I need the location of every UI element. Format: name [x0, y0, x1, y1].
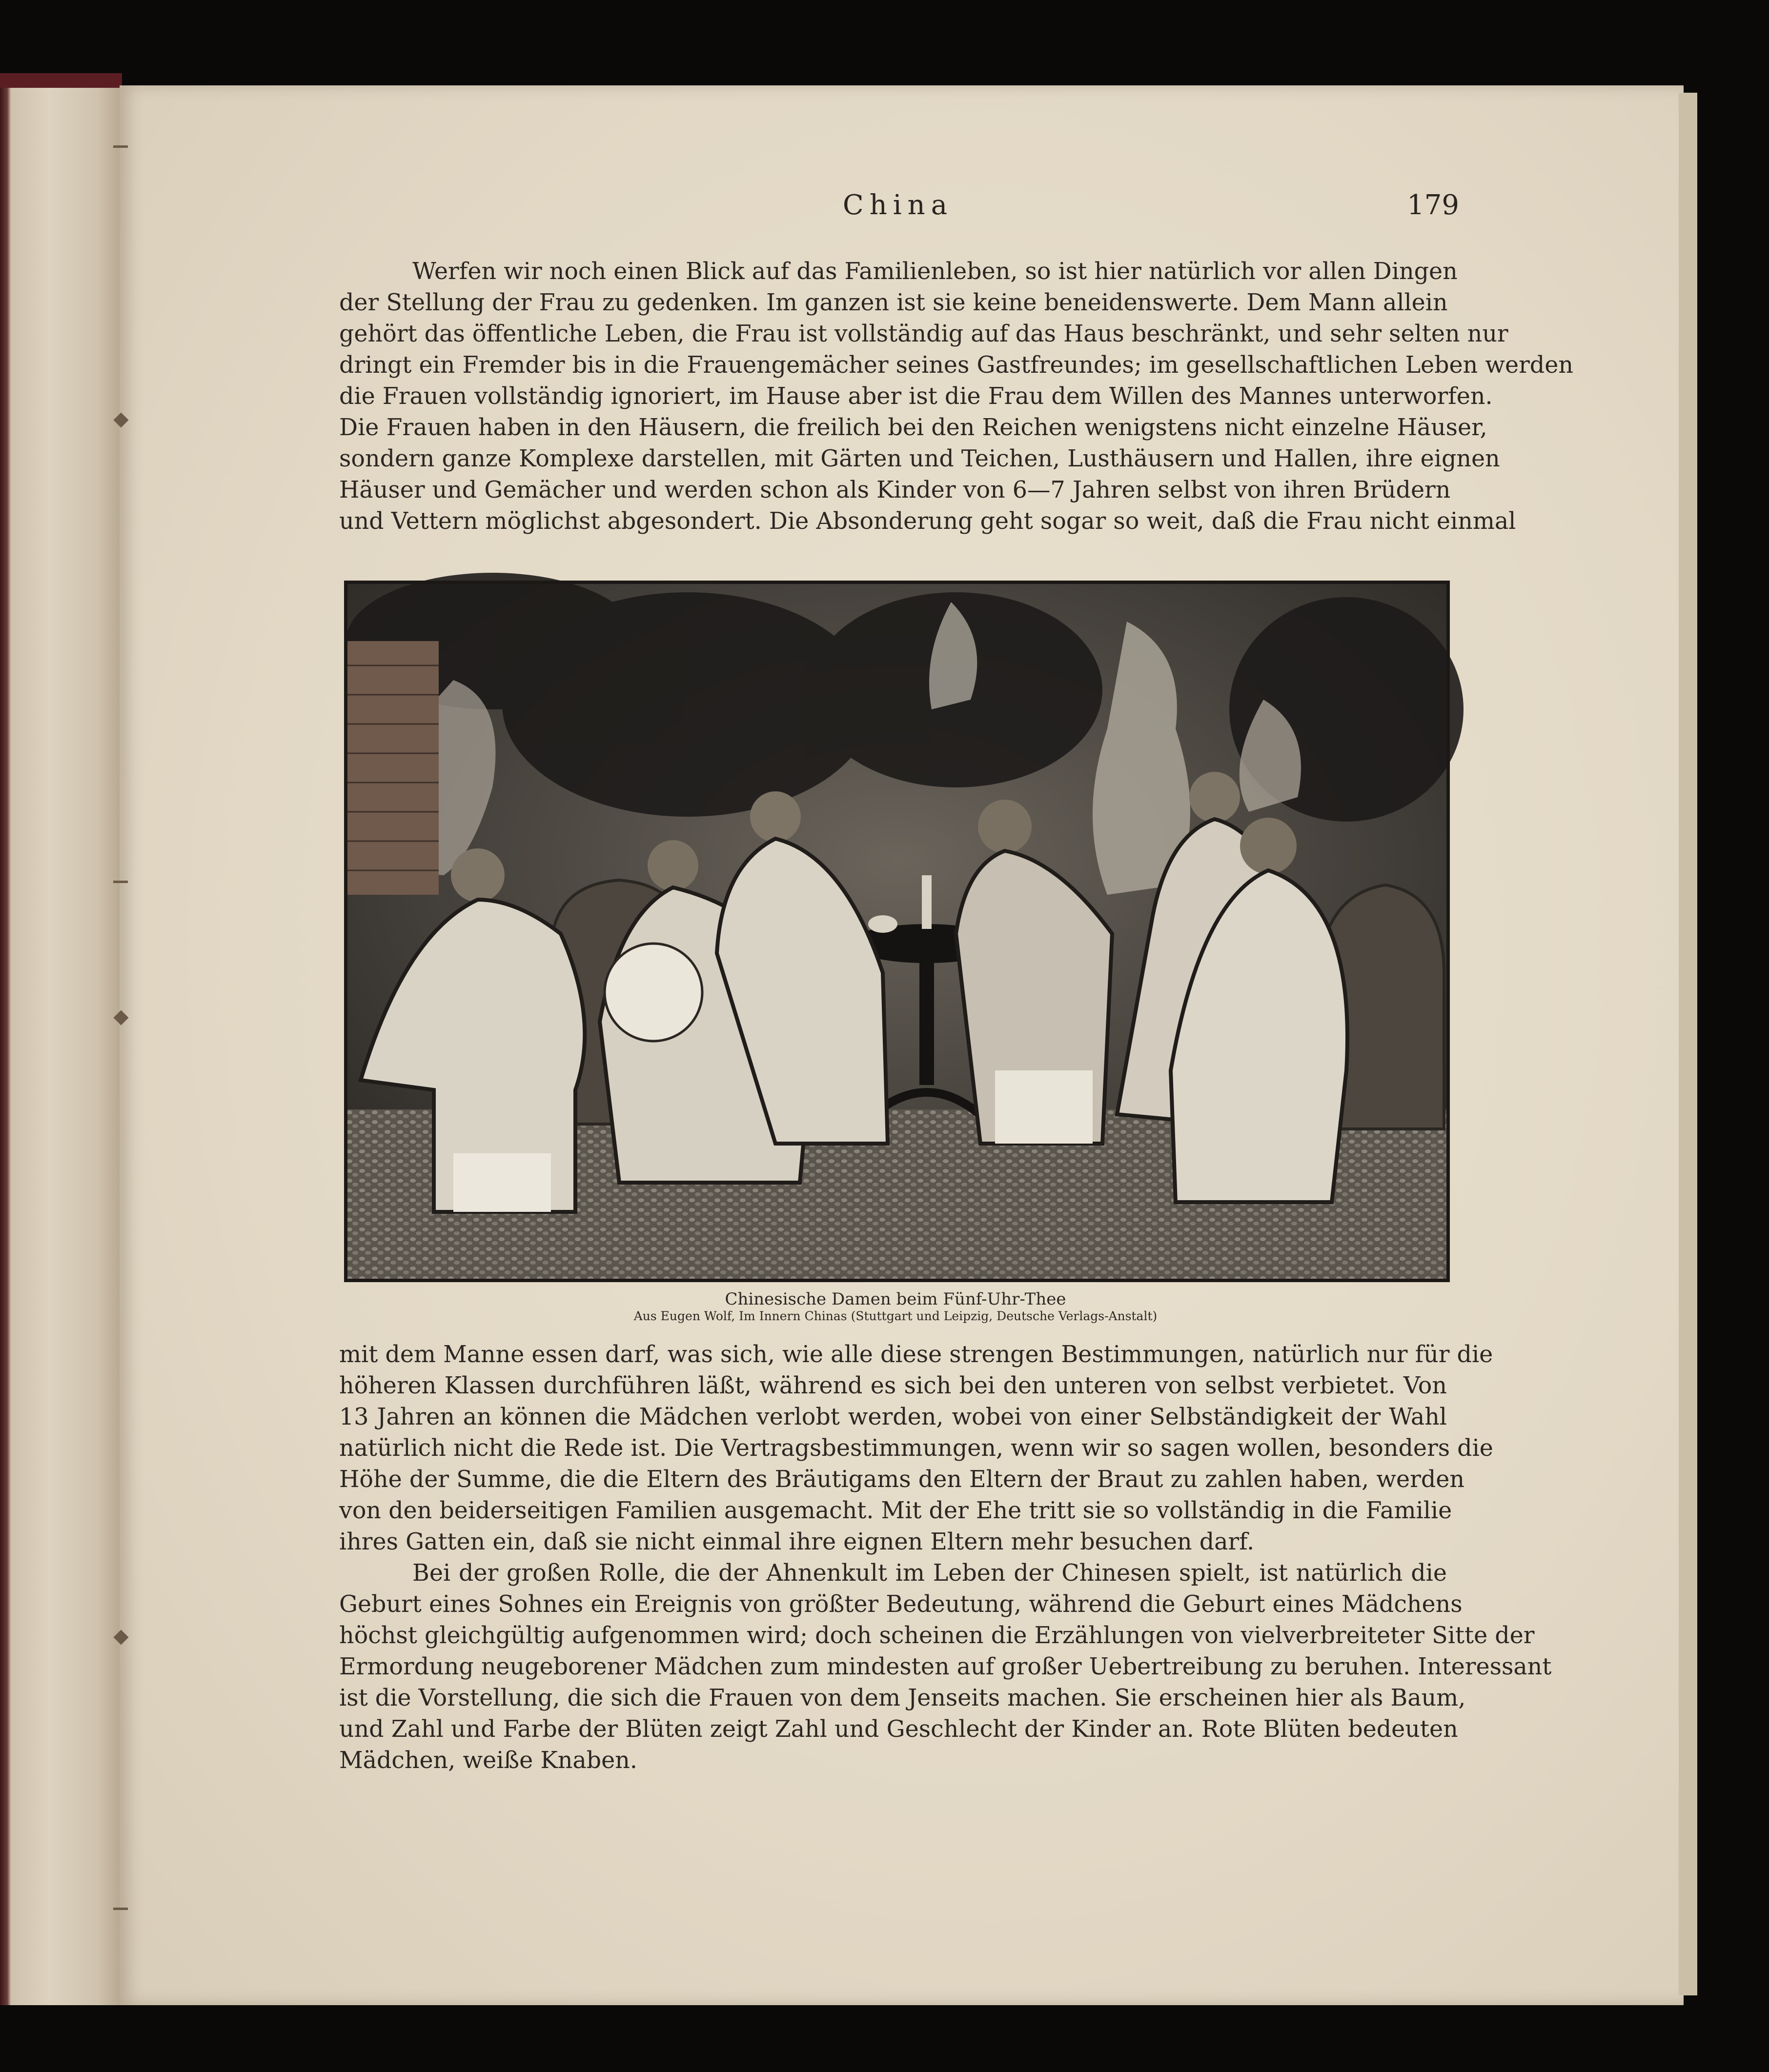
text-line: höchst gleichgültig aufgenommen wird; doch scheinen die Erzählungen von vielverbreiteter Sitte der — [339, 1622, 1535, 1649]
page-number: 179 — [1407, 189, 1459, 221]
text-line: Mädchen, weiße Knaben. — [339, 1747, 637, 1774]
text-line: 13 Jahren an können die Mädchen verlobt werden, wobei von einer Selbständigkeit der Wahl — [339, 1404, 1447, 1430]
text-line: der Stellung der Frau zu gedenken. Im ganzen ist sie keine beneidenswerte. Dem Mann allein — [339, 289, 1448, 316]
photograph-chinese-ladies — [344, 581, 1450, 1282]
text-line: und Vettern möglichst abgesondert. Die Absonderung geht sogar so weit, daß die Frau nicht einmal — [339, 508, 1516, 535]
text-line: Bei der großen Rolle, die der Ahnenkult im Leben der Chinesen spielt, ist natürlich die — [412, 1560, 1447, 1587]
text-line: Ermordung neugeborener Mädchen zum mindesten auf großer Uebertreibung zu beruhen. Interessant — [339, 1653, 1552, 1680]
text-line: mit dem Manne essen darf, was sich, wie alle diese strengen Bestimmungen, natürlich nur für die — [339, 1341, 1493, 1368]
figure-credit: Aus Eugen Wolf, Im Innern Chinas (Stuttgart und Leipzig, Deutsche Verlags-Anstalt) — [633, 1309, 1158, 1323]
figure-caption: Chinesische Damen beim Fünf-Uhr-Thee — [725, 1289, 1066, 1309]
text-line: und Zahl und Farbe der Blüten zeigt Zahl und Geschlecht der Kinder an. Rote Blüten bedeuten — [339, 1716, 1458, 1743]
text-line: Höhe der Summe, die die Eltern des Bräutigams den Eltern der Braut zu zahlen haben, werden — [339, 1466, 1464, 1493]
book-spine — [0, 88, 122, 2005]
text-line: dringt ein Fremder bis in die Frauengemächer seines Gastfreundes; im gesellschaftlichen Leben werden — [339, 352, 1573, 379]
text-line: Häuser und Gemächer und werden schon als Kinder von 6—7 Jahren selbst von ihren Brüdern — [339, 477, 1451, 503]
text-line: die Frauen vollständig ignoriert, im Hause aber ist die Frau dem Willen des Mannes unterworfen. — [339, 383, 1493, 410]
text-line: natürlich nicht die Rede ist. Die Vertragsbestimmungen, wenn wir so sagen wollen, besonders die — [339, 1435, 1493, 1462]
text-line: gehört das öffentliche Leben, die Frau ist vollständig auf das Haus beschränkt, und sehr selten nur — [339, 321, 1508, 347]
margin-tick — [113, 1908, 128, 1910]
running-title: China — [842, 189, 954, 221]
photo-illustration — [346, 583, 1448, 1280]
page-header — [337, 189, 1459, 233]
text-line: Die Frauen haben in den Häusern, die freilich bei den Reichen wenigstens nicht einzelne Häuser, — [339, 414, 1487, 441]
margin-tick — [113, 145, 128, 148]
text-line: sondern ganze Komplexe darstellen, mit Gärten und Teichen, Lusthäusern und Hallen, ihre eignen — [339, 445, 1500, 472]
text-line: höheren Klassen durchführen läßt, während es sich bei den unteren von selbst verbietet. Von — [339, 1372, 1447, 1399]
text-line: Geburt eines Sohnes ein Ereignis von größter Bedeutung, während die Geburt eines Mädchens — [339, 1591, 1463, 1618]
margin-tick — [113, 881, 128, 883]
text-line: ihres Gatten ein, daß sie nicht einmal ihre eignen Eltern mehr besuchen darf. — [339, 1529, 1255, 1555]
text-line: Werfen wir noch einen Blick auf das Familienleben, so ist hier natürlich vor allen Dingen — [412, 258, 1458, 285]
paragraph-marriage — [339, 1339, 1552, 1776]
page-edge — [1679, 93, 1697, 1995]
paragraph-family-life — [339, 256, 1573, 537]
text-line: ist die Vorstellung, die sich die Frauen von dem Jenseits machen. Sie erscheinen hier als Baum, — [339, 1685, 1466, 1711]
text-line: von den beiderseitigen Familien ausgemacht. Mit der Ehe tritt sie so vollständig in die Familie — [339, 1497, 1452, 1524]
